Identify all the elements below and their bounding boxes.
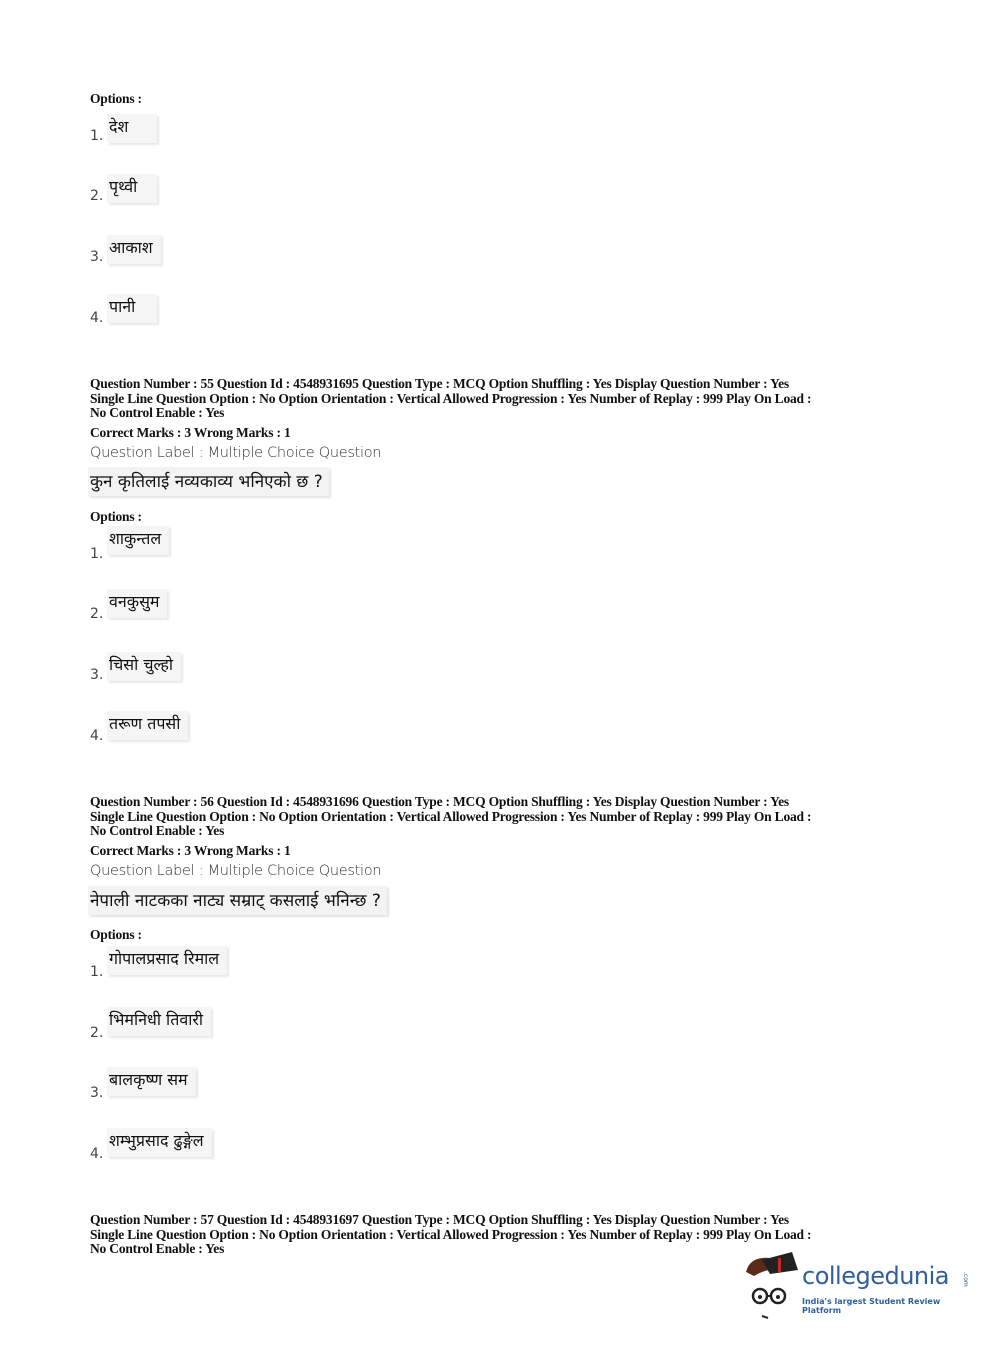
meta-line: No Control Enable : Yes (90, 405, 225, 420)
option-number: 1. (90, 964, 104, 980)
question-label: Question Label : Multiple Choice Question (90, 863, 382, 879)
meta-line: Question Number : 55 Question Id : 4548931695 Question Type : MCQ Option Shuffling : Yes Display Question Number : Yes (90, 376, 789, 391)
logo-tagline: India's largest Student Review Platform (802, 1297, 941, 1315)
option-text: पृथ्वी (107, 174, 157, 203)
option-text: भिमनिधी तिवारी (107, 1007, 211, 1036)
option-text: गोपालप्रसाद रिमाल (107, 946, 227, 975)
mascot-icon (740, 1250, 802, 1320)
option-text: वनकुसुम (107, 589, 167, 618)
meta-line: Question Number : 57 Question Id : 4548931697 Question Type : MCQ Option Shuffling : Yes Display Question Number : Yes (90, 1212, 789, 1227)
option-text: शम्भुप्रसाद ढुङ्गेल (107, 1128, 212, 1157)
option-text: देश (107, 114, 157, 143)
option-number: 1. (90, 128, 104, 144)
option-number: 2. (90, 188, 104, 204)
meta-line: Single Line Question Option : No Option Orientation : Vertical Allowed Progression : Yes Number of Replay : 999 Play On Load : (90, 808, 812, 824)
meta-line: No Control Enable : Yes (90, 823, 225, 838)
options-label: Options : (90, 509, 142, 524)
question-text: नेपाली नाटकका नाट्य सम्राट् कसलाई भनिन्छ ? (88, 886, 387, 915)
option-number: 4. (90, 310, 104, 326)
options-label: Options : (90, 927, 142, 942)
question-55-meta (90, 377, 910, 421)
option-text: शाकुन्तल (107, 526, 169, 555)
option-number: 3. (90, 249, 104, 265)
option-number: 1. (90, 546, 104, 562)
option-number: 4. (90, 1146, 104, 1162)
option-text: आकाश (107, 235, 161, 264)
question-56-meta (90, 795, 910, 839)
meta-line: Question Number : 56 Question Id : 4548931696 Question Type : MCQ Option Shuffling : Yes Display Question Number : Yes (90, 794, 789, 809)
marks: Correct Marks : 3 Wrong Marks : 1 (90, 843, 291, 858)
question-label: Question Label : Multiple Choice Question (90, 445, 382, 461)
option-number: 2. (90, 1025, 104, 1041)
options-label: Options : (90, 91, 142, 106)
option-text: चिसो चुल्हो (107, 652, 181, 681)
option-number: 3. (90, 1085, 104, 1101)
logo-wordmark: collegedunia (802, 1262, 950, 1290)
logo-suffix: .com (962, 1272, 969, 1287)
collegedunia-logo (740, 1250, 970, 1320)
meta-line: Single Line Question Option : No Option Orientation : Vertical Allowed Progression : Yes Number of Replay : 999 Play On Load : (90, 1226, 812, 1242)
question-text: कुन कृतिलाई नव्यकाव्य भनिएको छ ? (88, 467, 329, 496)
meta-line: No Control Enable : Yes (90, 1241, 225, 1256)
option-text: पानी (107, 294, 157, 323)
option-number: 2. (90, 606, 104, 622)
option-text: तरूण तपसी (107, 711, 188, 740)
marks: Correct Marks : 3 Wrong Marks : 1 (90, 425, 291, 440)
option-text: बालकृष्ण सम (107, 1067, 196, 1096)
meta-line: Single Line Question Option : No Option Orientation : Vertical Allowed Progression : Yes Number of Replay : 999 Play On Load : (90, 390, 812, 406)
option-number: 3. (90, 667, 104, 683)
option-number: 4. (90, 728, 104, 744)
